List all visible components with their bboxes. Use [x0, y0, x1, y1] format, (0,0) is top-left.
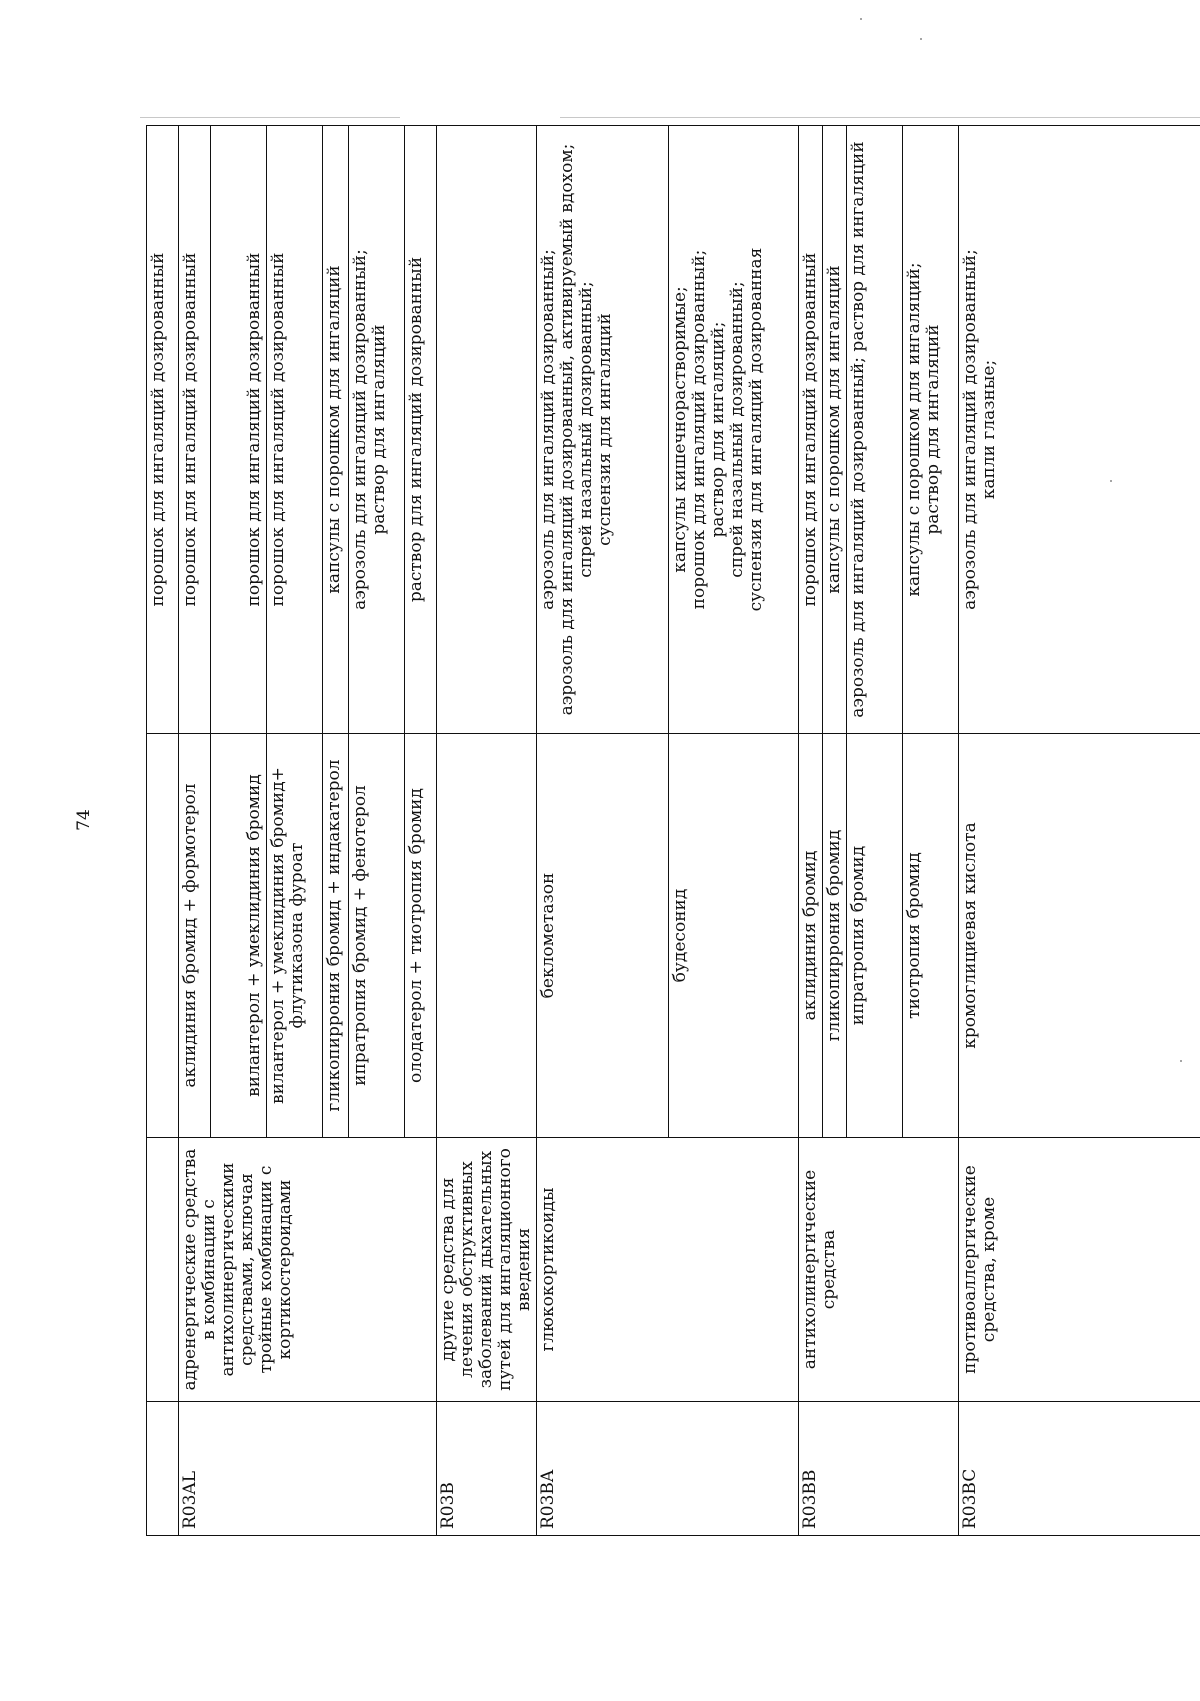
dosage-form: [179, 126, 211, 734]
table-row: [147, 126, 179, 1536]
dosage-form-line: спрей назальный дозированный;: [727, 281, 748, 578]
atc-code: R03B: [437, 1402, 537, 1536]
group-name: другие средства для лечения обструктивных заболеваний дыхательных путей для ингаляционного введения: [437, 1138, 537, 1402]
drug-name: вилантерол + умеклидиния бромид: [211, 734, 267, 1138]
dosage-form-line: капсулы кишечнорастворимые;: [670, 286, 691, 573]
dosage-form: [799, 126, 823, 734]
scan-speck: [920, 38, 922, 40]
dosage-form: [147, 126, 179, 734]
dosage-form: [847, 126, 903, 734]
dosage-form: [537, 126, 669, 734]
atc-code: R03BB: [799, 1402, 959, 1536]
atc-code: [147, 1402, 179, 1536]
drug-name: беклометазон: [537, 734, 669, 1138]
dosage-form: [823, 126, 847, 734]
drug-name: тиотропия бромид: [903, 734, 959, 1138]
drug-name: аклидиния бромид + формотерол: [179, 734, 211, 1138]
drug-name: вилантерол + умеклидиния бромид+ флутиказона фуроат: [267, 734, 323, 1138]
dosage-form-line: раствор для ингаляций дозированный: [406, 256, 426, 603]
dosage-form: [669, 126, 799, 734]
drug-name: аклидиния бромид: [799, 734, 823, 1138]
dosage-form-line: капсулы с порошком для ингаляций: [324, 265, 344, 594]
dosage-form: [323, 126, 349, 734]
dosage-form-line: аэрозоль для ингаляций дозированный;: [960, 249, 981, 610]
dosage-form-line: аэрозоль для ингаляций дозированный; раствор для ингаляций: [848, 141, 869, 718]
dosage-form-line: капли глазные;: [979, 359, 1000, 500]
dosage-form: [903, 126, 959, 734]
dosage-form: [437, 126, 537, 734]
drug-table: [146, 125, 1200, 1536]
dosage-form: [267, 126, 323, 734]
drug-name: [147, 734, 179, 1138]
dosage-form-line: суспензия для ингаляций дозированная: [746, 247, 767, 612]
drug-name: [437, 734, 537, 1138]
drug-name: кромоглициевая кислота: [959, 734, 1200, 1138]
dosage-form: [349, 126, 405, 734]
dosage-form-line: раствор для ингаляций;: [708, 321, 729, 538]
dosage-form-line: аэрозоль для ингаляций дозированный, активируемый вдохом;: [557, 143, 578, 716]
dosage-form: [959, 126, 1200, 734]
scan-speck: [860, 18, 862, 20]
drug-name: олодатерол + тиотропия бромид: [405, 734, 437, 1138]
group-name: глюкокортикоиды: [537, 1138, 799, 1402]
atc-code: R03AL: [179, 1402, 437, 1536]
top-rule-left: [140, 117, 400, 118]
atc-code: R03BA: [537, 1402, 799, 1536]
drug-name: гликопиррония бромид: [823, 734, 847, 1138]
top-rule-right: [560, 117, 1200, 118]
table-row: [437, 126, 537, 1536]
drug-name: ипратропия бромид + фенотерол: [349, 734, 405, 1138]
group-name: антихолинергические средства: [799, 1138, 959, 1402]
dosage-form-line: аэрозоль для ингаляций дозированный;: [350, 249, 370, 610]
table-row: [179, 126, 211, 1536]
drug-name: будесонид: [669, 734, 799, 1138]
dosage-form-line: капсулы с порошком для ингаляций: [824, 265, 845, 594]
atc-code: R03BC: [959, 1402, 1200, 1536]
dosage-form-line: суспензия для ингаляций: [595, 313, 616, 546]
dosage-form: [405, 126, 437, 734]
table-row: [537, 126, 669, 1536]
group-name: [147, 1138, 179, 1402]
dosage-form-line: порошок для ингаляций дозированный: [148, 252, 168, 607]
table-row: [959, 126, 1200, 1536]
dosage-form-line: раствор для ингаляций: [369, 324, 390, 535]
dosage-form-line: порошок для ингаляций дозированный: [180, 252, 200, 607]
page-number: 74: [74, 809, 94, 831]
dosage-form-line: порошок для ингаляций дозированный;: [689, 249, 710, 610]
table-row: [799, 126, 823, 1536]
drug-table-rotated: [146, 126, 1200, 1536]
dosage-form-line: капсулы с порошком для ингаляций;: [904, 262, 925, 597]
dosage-form-line: порошок для ингаляций дозированный: [800, 252, 821, 607]
dosage-form: [211, 126, 267, 734]
dosage-form-line: спрей назальный дозированный;: [576, 281, 597, 578]
drug-name: ипратропия бромид: [847, 734, 903, 1138]
dosage-form-line: раствор для ингаляций: [923, 324, 944, 535]
drug-name: гликопиррония бромид + индакатерол: [323, 734, 349, 1138]
group-name: адренергические средства в комбинации с антихолинергическими средствами, включая тройные комбинации с кортикостероидами: [179, 1138, 437, 1402]
dosage-form-line: порошок для ингаляций дозированный: [268, 252, 288, 607]
dosage-form-line: аэрозоль для ингаляций дозированный;: [538, 249, 559, 610]
group-name: противоаллергические средства, кроме: [959, 1138, 1200, 1402]
dosage-form-line: порошок для ингаляций дозированный: [243, 252, 264, 607]
